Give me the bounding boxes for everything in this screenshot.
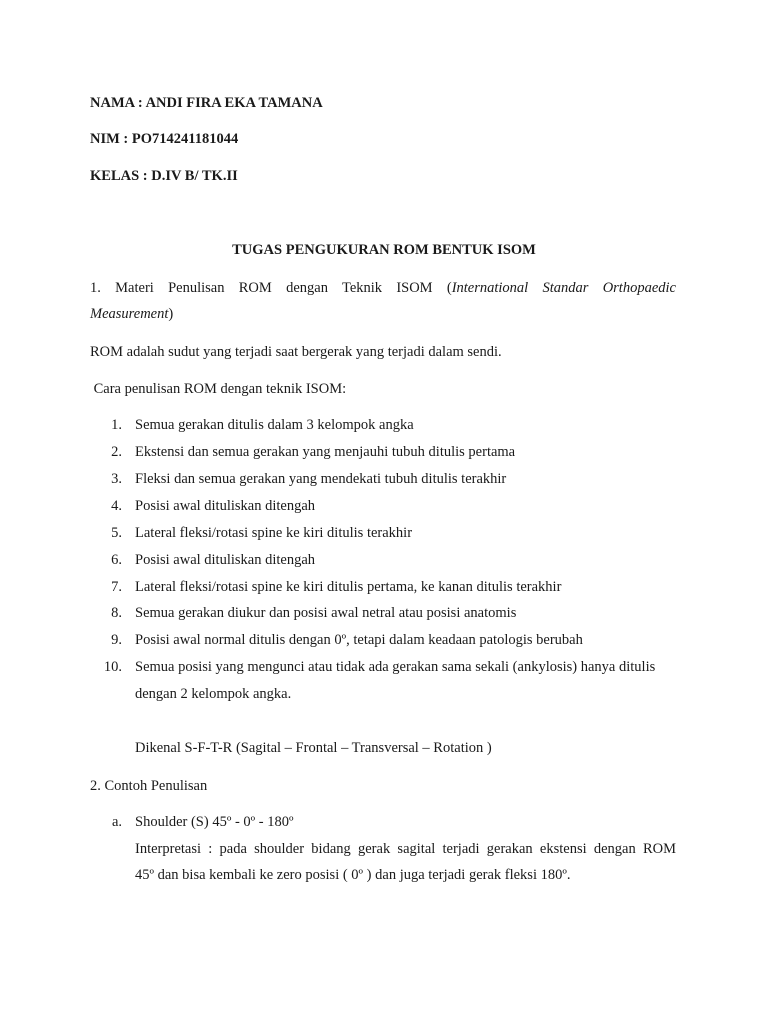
list-item-text-continued: dengan 2 kelompok angka. bbox=[135, 686, 292, 702]
document-title: TUGAS PENGUKURAN ROM BENTUK ISOM bbox=[232, 242, 536, 258]
list-item-text: Posisi awal normal ditulis dengan 0º, tetapi dalam keadaan patologis berubah bbox=[135, 632, 583, 648]
list-item-text: Semua gerakan ditulis dalam 3 kelompok angka bbox=[135, 417, 414, 433]
sftr-note: Dikenal S-F-T-R (Sagital – Frontal – Transversal – Rotation ) bbox=[135, 740, 492, 756]
list-item-number: 4. bbox=[111, 498, 122, 514]
section1-heading-prefix: 1. Materi Penulisan ROM dengan Teknik ISOM ( bbox=[90, 280, 452, 296]
student-nim: NIM : PO714241181044 bbox=[90, 131, 239, 147]
list-item-text: Lateral fleksi/rotasi spine ke kiri ditulis terakhir bbox=[135, 525, 413, 541]
section1-heading-italic-1: International Standar Orthopaedic bbox=[451, 280, 676, 296]
list-item-text: Semua posisi yang mengunci atau tidak ada gerakan sama sekali (ankylosis) hanya ditulis bbox=[135, 659, 656, 675]
list-item-number: 2. bbox=[111, 444, 122, 460]
interpretation-line1: Interpretasi : pada shoulder bidang gerak sagital terjadi gerakan ekstensi dengan ROM bbox=[135, 841, 676, 857]
list-item-number: 3. bbox=[111, 471, 122, 487]
list-item-number: 7. bbox=[111, 579, 122, 595]
section1-heading-line1 bbox=[90, 275, 676, 301]
list-item-text: Ekstensi dan semua gerakan yang menjauhi tubuh ditulis pertama bbox=[135, 444, 516, 460]
list-item-text: Semua gerakan diukur dan posisi awal netral atau posisi anatomis bbox=[135, 605, 517, 621]
section1-heading-italic-2: Measurement bbox=[90, 306, 169, 322]
list-item-text: Posisi awal dituliskan ditengah bbox=[135, 498, 316, 514]
list-item-number: 8. bbox=[111, 605, 122, 621]
student-name: NAMA : ANDI FIRA EKA TAMANA bbox=[90, 95, 323, 111]
interpretation-line2: 45º dan bisa kembali ke zero posisi ( 0º ) dan juga terjadi gerak fleksi 180º. bbox=[135, 867, 571, 883]
section1-heading-line2 bbox=[90, 305, 173, 323]
list-item-number: 5. bbox=[111, 525, 122, 541]
list-item-number: 10. bbox=[103, 659, 122, 675]
section1-heading-suffix: ) bbox=[168, 306, 174, 322]
rom-definition: ROM adalah sudut yang terjadi saat bergerak yang terjadi dalam sendi. bbox=[90, 344, 502, 360]
list-item-text: Lateral fleksi/rotasi spine ke kiri ditulis pertama, ke kanan ditulis terakhir bbox=[135, 579, 562, 595]
list-item-text: Posisi awal dituliskan ditengah bbox=[135, 552, 316, 568]
list-item-number: 9. bbox=[111, 632, 122, 648]
list-item-text: Fleksi dan semua gerakan yang mendekati tubuh ditulis terakhir bbox=[135, 471, 507, 487]
cara-penulisan-title: Cara penulisan ROM dengan teknik ISOM: bbox=[90, 381, 347, 397]
section2-heading: 2. Contoh Penulisan bbox=[90, 778, 208, 794]
list-item-number: 6. bbox=[111, 552, 122, 568]
list-item-number: 1. bbox=[111, 417, 122, 433]
student-class: KELAS : D.IV B/ TK.II bbox=[90, 168, 238, 184]
example-label: a. bbox=[111, 814, 122, 830]
example-shoulder: Shoulder (S) 45º - 0º - 180º bbox=[135, 814, 294, 830]
